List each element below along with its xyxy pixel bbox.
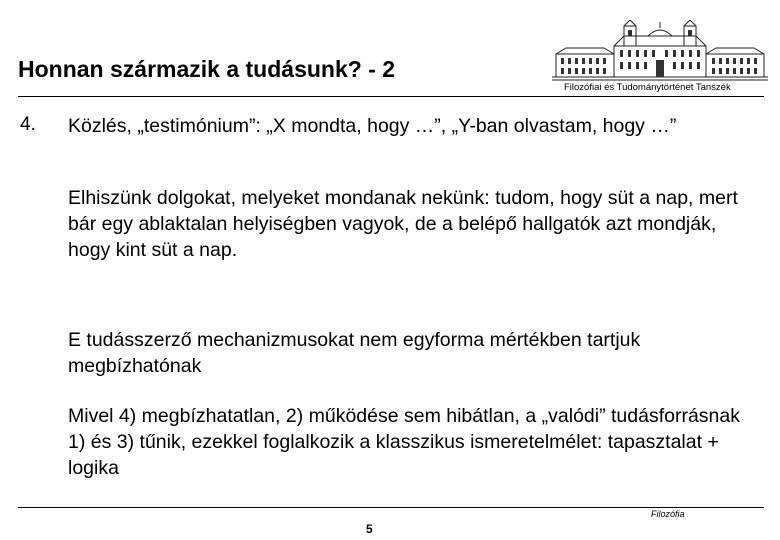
paragraph-conclusion: Mivel 4) megbízhatatlan, 2) működése sem hibátlan, a „valódi” tudásforrásnak 1) és 3) tűnik, ezekkel foglalkozik a klasszikus ismeretelmélet: tapasztalat + logika bbox=[68, 405, 740, 479]
page-title: Honnan származik a tudásunk? - 2 bbox=[18, 56, 396, 82]
paragraph-testimony: Közlés, „testimónium”: „X mondta, hogy …”, „Y-ban olvastam, hogy …” bbox=[68, 115, 677, 137]
footer-label: Filozófia bbox=[651, 509, 685, 519]
page-number: 5 bbox=[366, 522, 373, 536]
paragraph-example: Elhiszünk dolgokat, melyeket mondanak nekünk: tudom, hogy süt a nap, mert bár egy ablaktalan helyiségben vagyok, de a belépő hallgatók azt mondják, hogy kint süt a nap. bbox=[68, 187, 738, 261]
header-divider bbox=[18, 96, 764, 97]
logo-caption: Filozófiai és Tudománytörténet Tanszék bbox=[564, 82, 731, 93]
paragraph-reliability: E tudásszerző mechanizmusokat nem egyforma mértékben tartjuk megbízhatónak bbox=[68, 329, 641, 377]
footer-divider bbox=[18, 507, 764, 508]
item-number: 4. bbox=[20, 114, 36, 135]
